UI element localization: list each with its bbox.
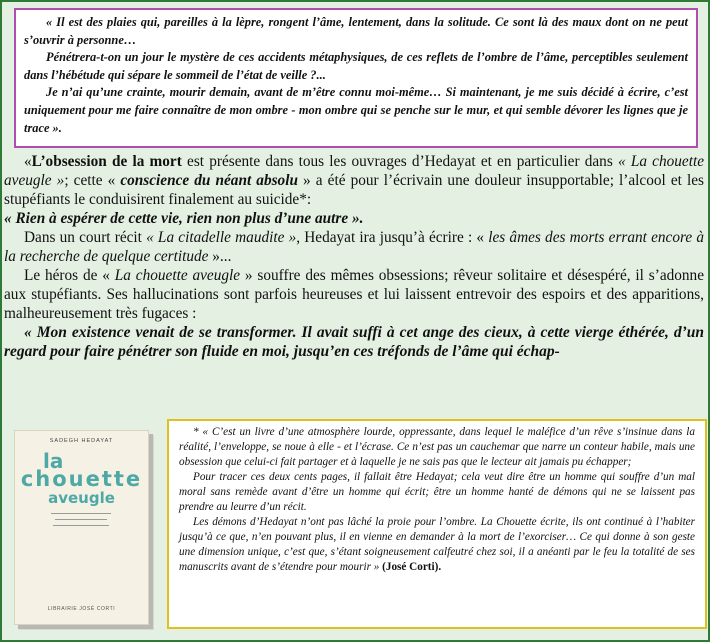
quote-paragraph-2: Pénétrera-t-on un jour le mystère de ces accidents métaphysiques, de ces reflets de l’ombre de l’âme, perceptibles seulement dans l’hébétude qui sépare le sommeil de l’état de veille ?... [24, 50, 688, 82]
book-title-line-3: aveugle [48, 489, 115, 507]
main-paragraph-1: «L’obsession de la mort est présente dans tous les ouvrages d’Hedayat et en particulier dans « La chouette aveugle »; cette « conscience du néant absolu » a été pour l’écrivain une douleur insupportable; l’alcool et les stupéfiants le conduisirent finalement au suicide*: [4, 153, 704, 208]
footnote-box [167, 419, 707, 629]
footnote-signature: (José Corti) [382, 561, 439, 573]
quote-paragraph-3: Je n’ai qu’une crainte, mourir demain, avant de m’être connu moi-même… Si maintenant, je me suis décidé à écrire, c’est uniquement pour me faire connaître de mon ombre - mon ombre qui se penche sur le mur, et qui semble dévorer les lignes que je trace ». [24, 85, 688, 135]
book-subtitle-mark [51, 513, 111, 514]
main-quote-despair: « Rien à espérer de cette vie, rien non plus d’une autre ». [4, 210, 364, 227]
book-subtitle-mark [55, 519, 107, 520]
main-paragraph-4: Le héros de « La chouette aveugle » souffre des mêmes obsessions; rêveur solitaire et désespéré, il s’adonne aux stupéfiants. Ses hallucinations sont parfois heureuses et lui laissent entrevoir des espoirs et des apparitions, malheureusement très fugaces : [4, 267, 704, 322]
footnote-paragraph-1: * « C’est un livre d’une atmosphère lourde, oppressante, dans lequel le maléfice d’un rêve s’insinue dans la réalité, l’enveloppe, se noue à elle - et l’écrase. Ce n’est pas un cauchemar que narre un conteur habile, mais une obsession que celui-ci fait partager et à laquelle je ne sais pas que le lecteur ait jamais pu échapper; [179, 426, 695, 468]
quote-paragraph-1: « Il est des plaies qui, pareilles à la lèpre, rongent l’âme, lentement, dans la solitude. Ce sont là des maux dont on ne peut s’ouvrir à personne… [24, 15, 688, 47]
footnote-paragraph-2: Pour tracer ces deux cents pages, il fallait être Hedayat; cela veut dire être un homme qui souffre d’un mal moral sans remède avant d’être un homme qui écrit; être un homme hanté de démons qui ne se laissent pas prendre au leurre d’un récit. [179, 471, 695, 513]
main-quote-existence: « Mon existence venait de se transformer. Il avait suffi à cet ange des cieux, à cette vierge éthérée, d’un regard pour faire pénétrer son fluide en moi, jusqu’en ces tréfonds de l’âme qui échap- [4, 324, 704, 360]
book-author: SADEGH HEDAYAT [49, 438, 114, 444]
book-cover-image [14, 430, 149, 625]
footnote-paragraph-3: Les démons d’Hedayat n’ont pas lâché la proie pour l’ombre. La Chouette écrite, ils ont continué à l’habiter jusqu’à ce que, n’en pouvant plus, il en vienne en demander à la mort de l’exorciser… Ce qui donne à son geste une dimension unique, c’est que, s’étant soigneusement calfeutré chez soi, il a anéanti par le feu la totalité de ses manuscrits avant de s’étendre pour mourir » (José Corti). [179, 516, 695, 573]
hedayat-quote-box [14, 8, 698, 148]
main-paragraph-3: Dans un court récit « La citadelle maudite », Hedayat ira jusqu’à écrire : « les âmes des morts errant encore à la recherche de quelque certitude »... [4, 229, 704, 265]
main-text [4, 152, 704, 361]
book-publisher: LIBRAIRIE JOSÉ CORTI [47, 606, 116, 612]
book-title-line-1: la [43, 449, 64, 473]
book-subtitle-mark [53, 525, 109, 526]
book-title-line-2: chouette [20, 467, 143, 491]
